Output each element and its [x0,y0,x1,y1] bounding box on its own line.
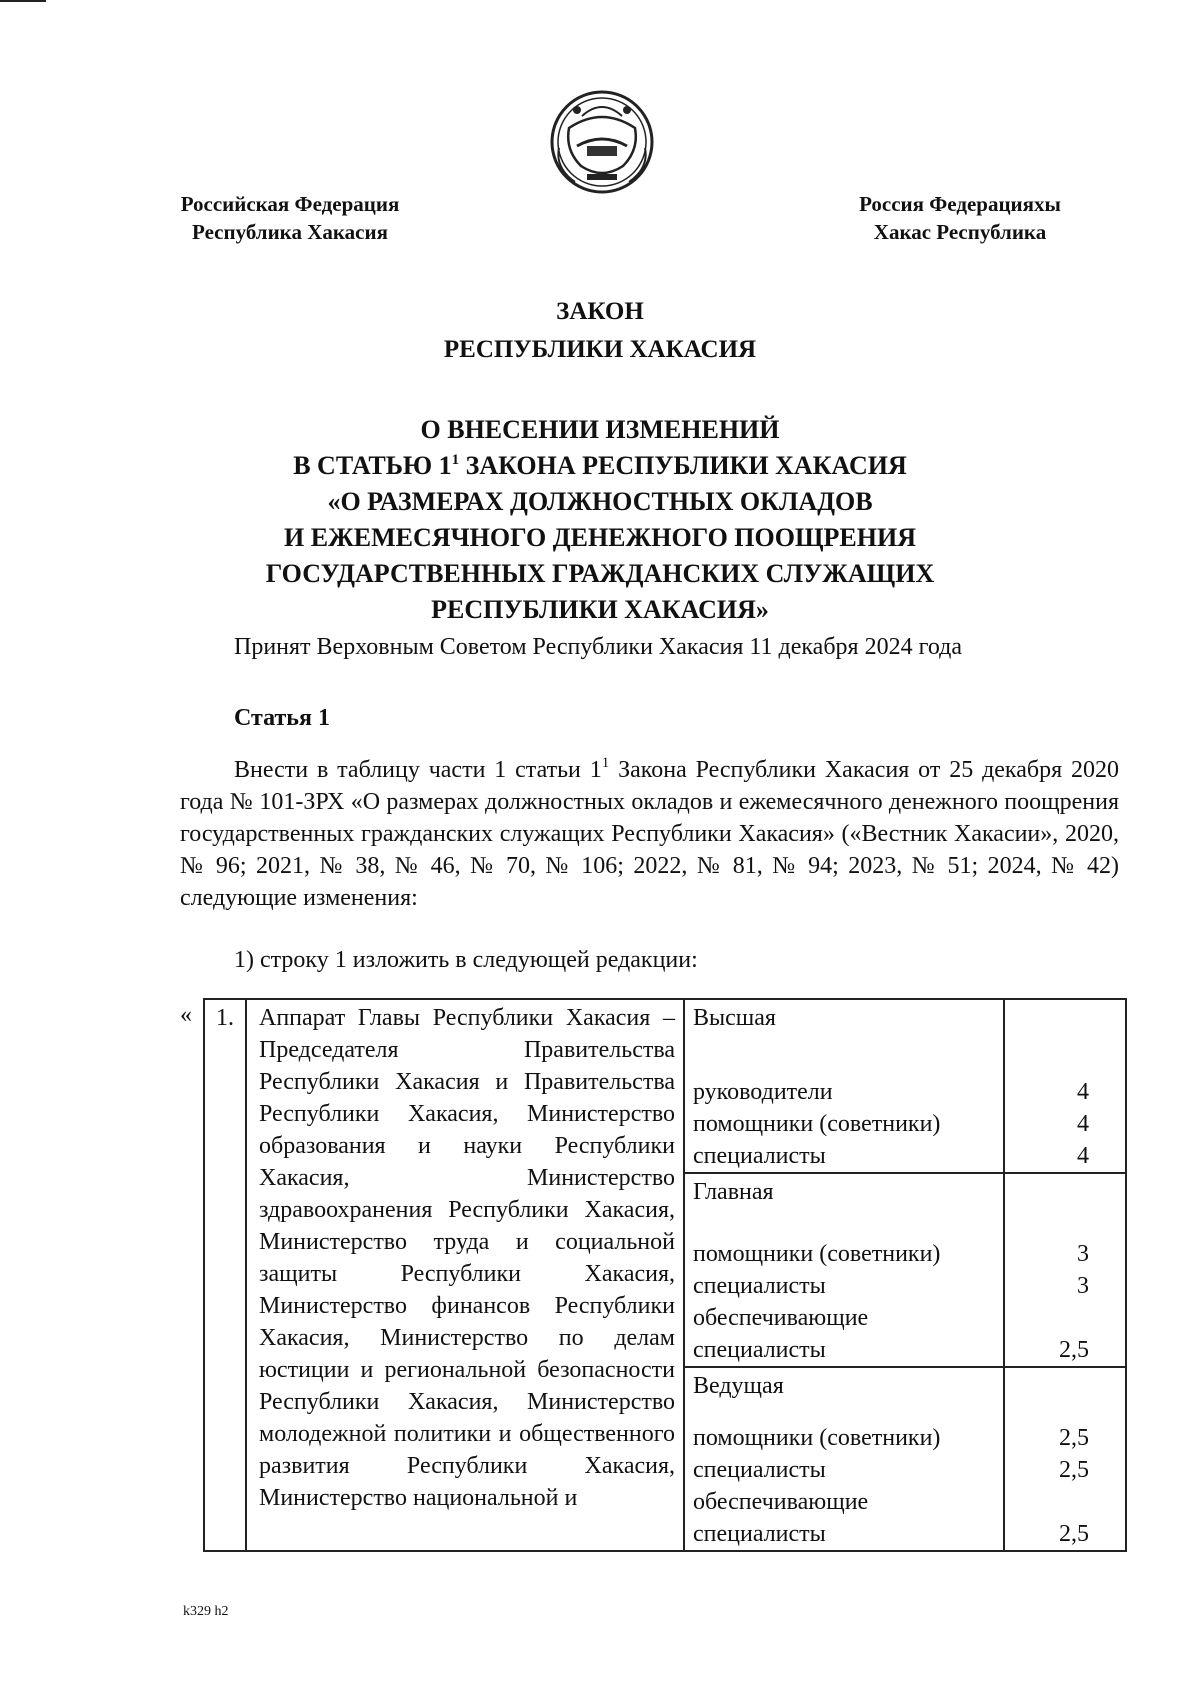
table-row [685,1454,1125,1486]
table-row [685,1422,1125,1454]
subject-line2-after: ЗАКОНА РЕСПУБЛИКИ ХАКАСИЯ [459,451,907,480]
table-row [685,1108,1125,1140]
group-name: Ведущая [685,1368,1005,1400]
law-title-line2: РЕСПУБЛИКИ ХАКАСИЯ [443,336,757,363]
subject-line6: РЕСПУБЛИКИ ХАКАСИЯ» [431,595,769,624]
header-left [150,190,430,246]
table-row [685,1334,1125,1366]
coefficient-value: 4 [1077,1079,1089,1105]
position-label: специалисты [685,1140,1005,1172]
subject-line5: ГОСУДАРСТВЕННЫХ ГРАЖДАНСКИХ СЛУЖАЩИХ [265,559,935,588]
position-label: помощники (советники) [685,1422,1005,1454]
subject-line2 [150,448,1050,484]
position-label: руководители [685,1076,1005,1108]
article-title: Статья 1 [234,705,330,731]
header-left-line2: Республика Хакасия [192,220,388,244]
scan-border-mark [0,0,46,10]
header-right-line1: Россия Федерацияхы [859,192,1061,216]
position-label: специалисты [685,1334,1005,1366]
subject-line2-sup: 1 [451,452,460,468]
position-label: помощники (советники) [685,1108,1005,1140]
table-row [685,1518,1125,1550]
group-name: Главная [685,1174,1005,1206]
article-paragraph [180,754,1119,914]
paragraph-sup: 1 [601,755,610,771]
row-number: 1. [205,1000,247,1550]
subject-line4: И ЕЖЕМЕСЯЧНОГО ДЕНЕЖНОГО ПООЩРЕНИЯ [284,523,916,552]
coefficient-value: 3 [1077,1273,1089,1299]
amendment-item-1: 1) строку 1 изложить в следующей редакции: [234,947,698,973]
coefficient-value: 4 [1077,1111,1089,1137]
position-label: обеспечивающие [685,1302,1005,1334]
table-open-quote: « [180,1002,192,1028]
position-label: специалисты [685,1518,1005,1550]
position-label: специалисты [685,1454,1005,1486]
coefficient-value: 2,5 [1059,1425,1089,1451]
group-name: Высшая [685,1000,1005,1032]
law-title-line1: ЗАКОН [556,298,644,325]
coefficient-value [1005,1302,1125,1334]
header-right-line2: Хакас Республика [873,220,1047,244]
organization-cell: Аппарат Главы Республики Хакасия – Председателя Правительства Республики Хакасия и Правительства Республики Хакасия, Министерство образования и науки Республики Хакасия, Министерство здравоохранения Республики Хакасия, Министерство труда и социальной защиты Республики Хакасия, Министерство финансов Республики Хакасия, Министерство по делам юстиции и региональной безопасности Республики Хакасия, Министерство молодежной политики и общественного развития Республики Хакасия, Министерство национальной и [247,1000,685,1550]
salary-table-row [203,998,1127,1552]
header-right [830,190,1090,246]
subject-line3: «О РАЗМЕРАХ ДОЛЖНОСТНЫХ ОКЛАДОВ [327,487,873,516]
adoption-statement: Принят Верховным Советом Республики Хакасия 11 декабря 2024 года [234,634,962,660]
position-label: специалисты [685,1270,1005,1302]
article-paragraph-text [180,754,1119,914]
table-row [685,1270,1125,1302]
subject-line2-before: В СТАТЬЮ 1 [293,451,452,480]
law-subject [150,412,1050,628]
position-label: обеспечивающие [685,1486,1005,1518]
subject-line1: О ВНЕСЕНИИ ИЗМЕНЕНИЙ [420,415,780,444]
coefficient-value: 2,5 [1059,1521,1089,1547]
table-row [685,1486,1125,1518]
header-left-line1: Российская Федерация [180,192,400,216]
coefficient-value: 2,5 [1059,1457,1089,1483]
law-title [300,293,900,369]
position-groups [685,1000,1125,1550]
table-row [685,1140,1125,1172]
table-row [685,1302,1125,1334]
paragraph-after-sup: Закона Республики Хакасия от 25 декабря 2020 года № 101-ЗРХ «О размерах должностных окладов и ежемесячного денежного поощрения государственных гражданских служащих Республики Хакасия» («Вестник Хакасии», 2020, № 96; 2021, № 38, № 46, № 70, № 106; 2022, № 81, № 94; 2023, № 51; 2024, № 42) следующие изменения: [180,757,1119,911]
paragraph-before-sup: Внести в таблицу части 1 статьи 1 [234,757,602,783]
coefficient-value: 2,5 [1059,1337,1089,1363]
document-code: k329 h2 [183,1604,229,1619]
position-label: помощники (советники) [685,1238,1005,1270]
table-row [685,1076,1125,1108]
coat-of-arms-emblem [547,88,657,196]
coefficient-value [1005,1486,1125,1518]
coefficient-value: 4 [1077,1143,1089,1169]
group-main [685,1174,1125,1368]
table-row [685,1238,1125,1270]
group-leading [685,1368,1125,1550]
coefficient-value: 3 [1077,1241,1089,1267]
group-highest [685,1000,1125,1174]
